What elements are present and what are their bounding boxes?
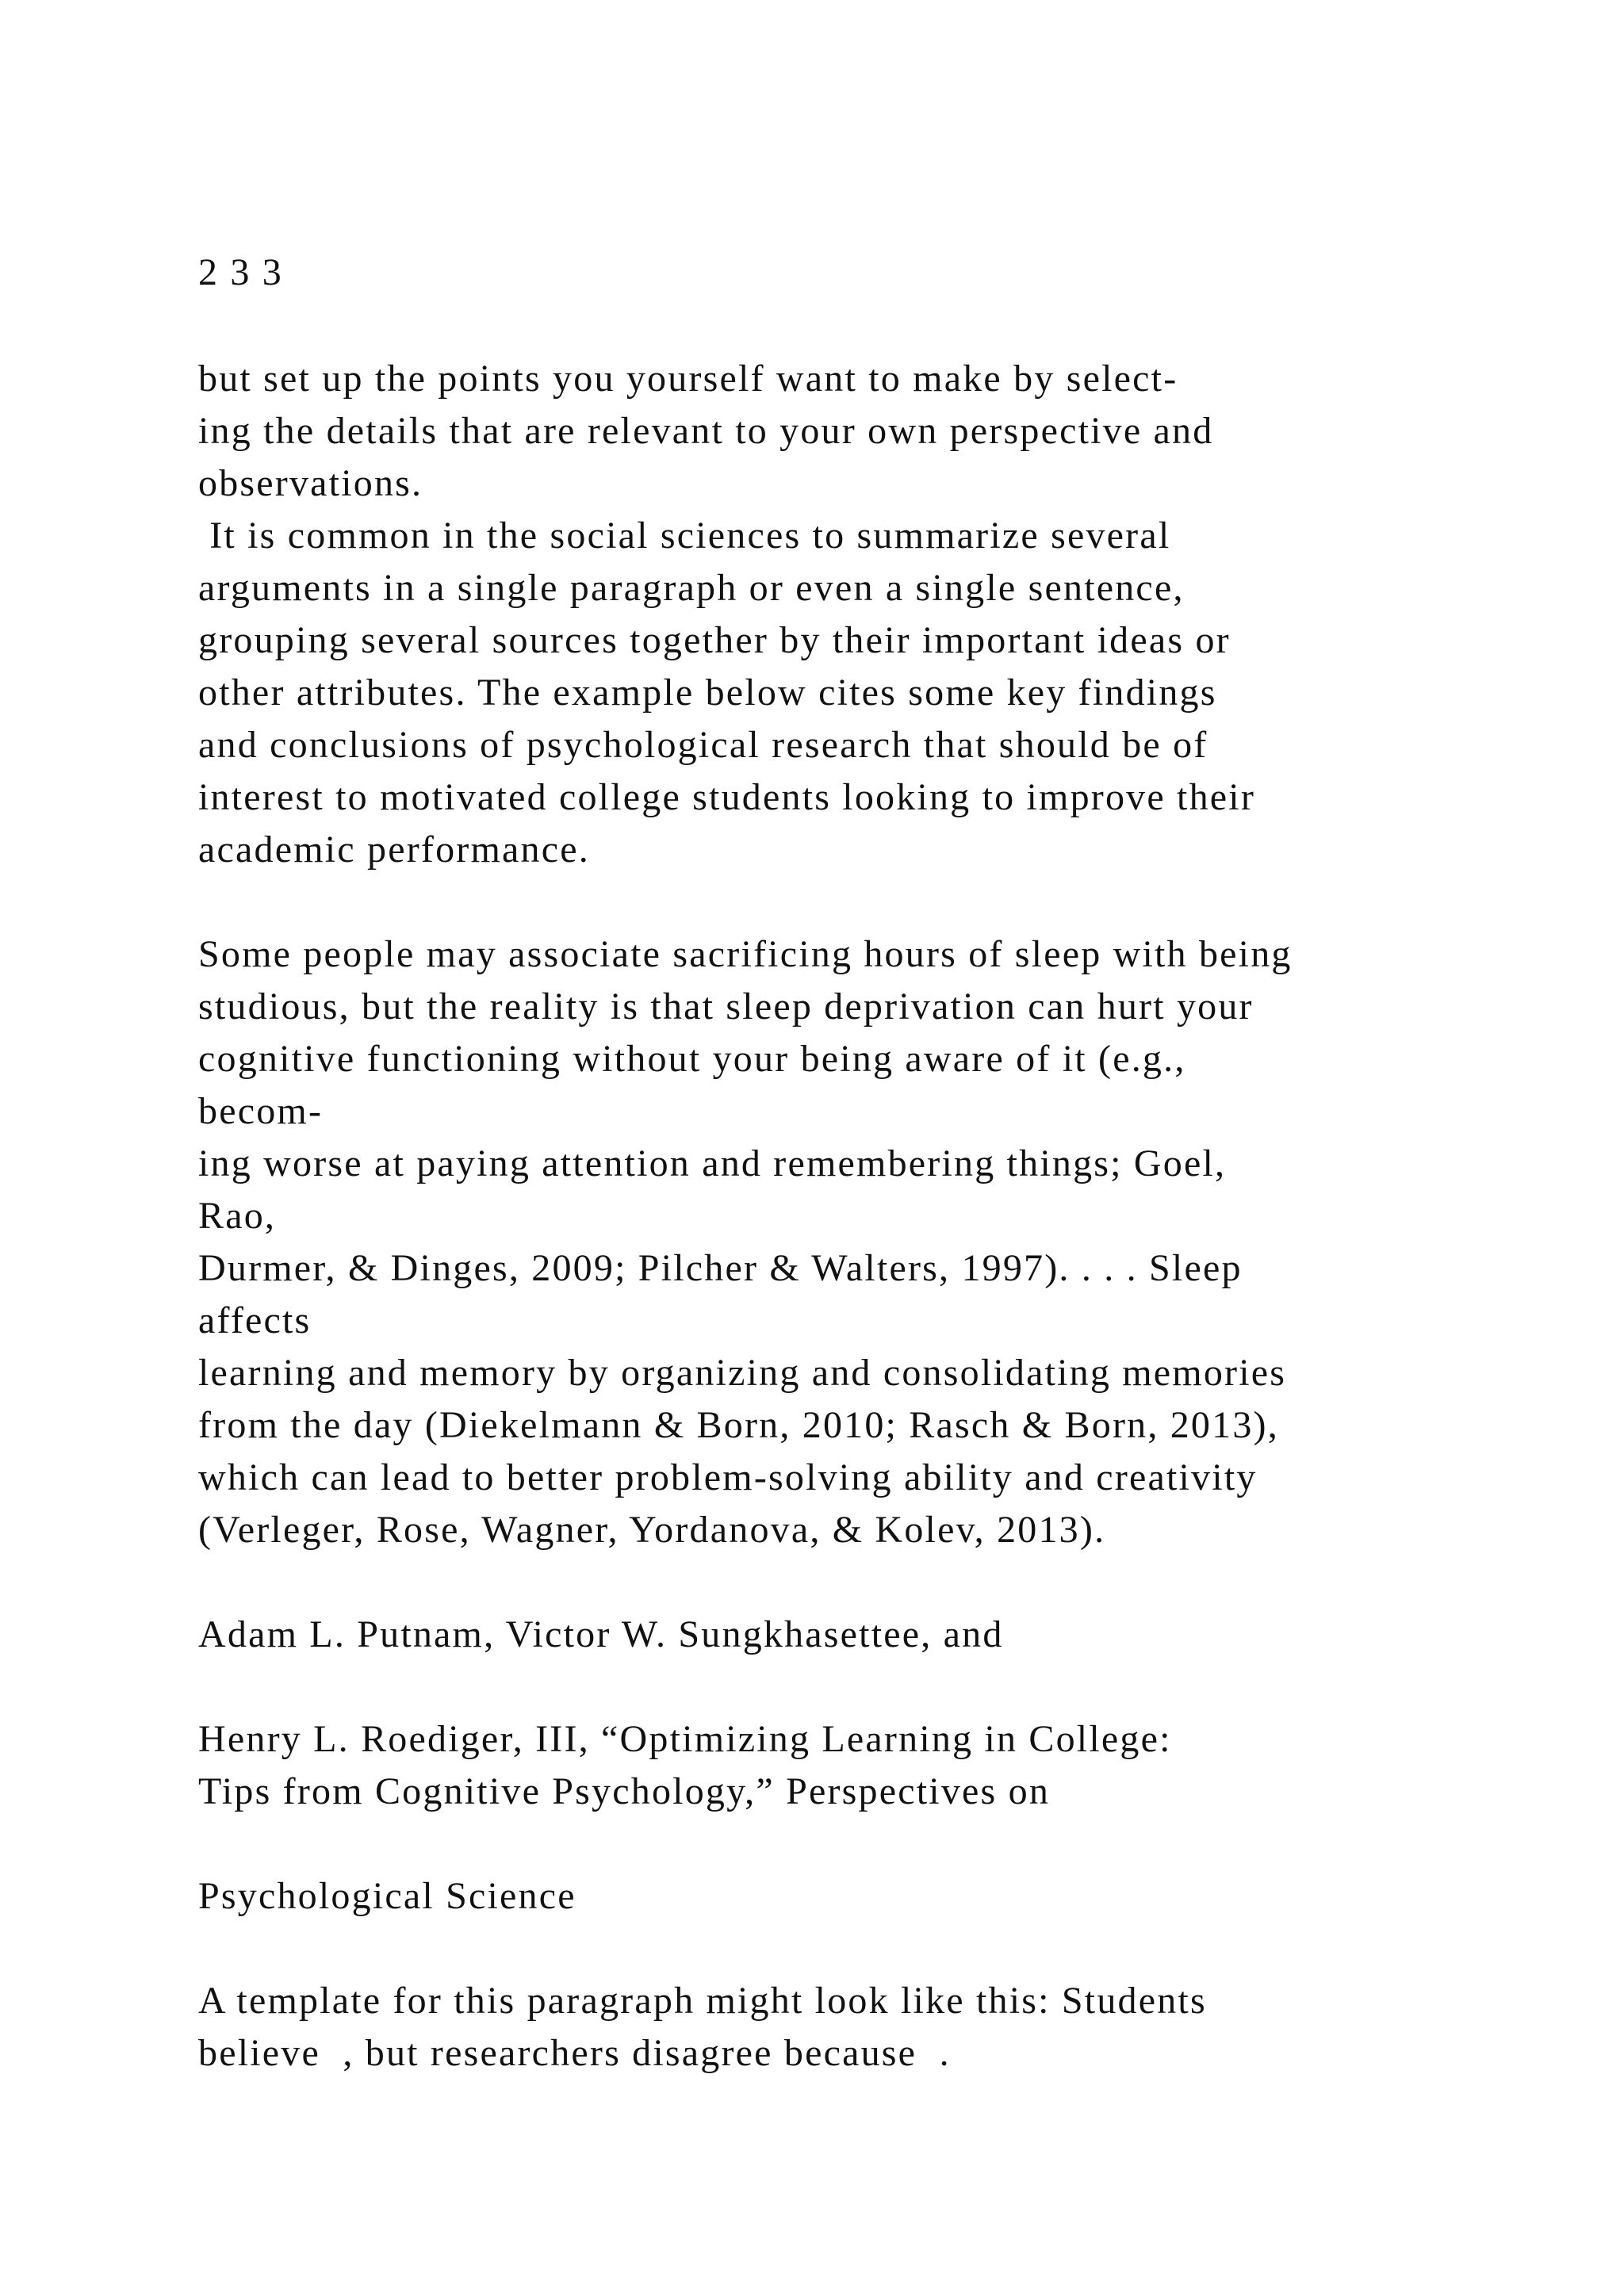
- quote-line: (Verleger, Rose, Wagner, Yordanova, & Kolev, 2013).: [198, 1509, 1106, 1551]
- quote-line: Durmer, & Dinges, 2009; Pilcher & Walters, 1997). . . . Sleep: [198, 1247, 1243, 1289]
- quote-line: cognitive functioning without your being aware of it (e.g.,: [198, 1038, 1186, 1080]
- quote-line: from the day (Diekelmann & Born, 2010; Rasch & Born, 2013),: [198, 1404, 1279, 1446]
- paragraph-line: interest to motivated college students looking to improve their: [198, 776, 1256, 818]
- quote-line: which can lead to better problem-solving ability and creativity: [198, 1456, 1258, 1498]
- page-number: 2 3 3: [198, 251, 283, 293]
- paragraph-line: and conclusions of psychological research that should be of: [198, 724, 1208, 766]
- paragraph-line: ing the details that are relevant to your own perspective and: [198, 410, 1214, 452]
- paragraph-line: academic performance.: [198, 828, 590, 871]
- paragraph-line: grouping several sources together by their important ideas or: [198, 619, 1231, 661]
- paragraph-line: arguments in a single paragraph or even a single sentence,: [198, 567, 1185, 609]
- paragraph-line: but set up the points you yourself want to make by select-: [198, 358, 1178, 400]
- quote-line: learning and memory by organizing and consolidating memories: [198, 1352, 1287, 1394]
- attribution-title-line: Tips from Cognitive Psychology,” Perspectives on: [198, 1770, 1051, 1812]
- template-line: believe , but researchers disagree because .: [198, 2032, 951, 2074]
- attribution-title-line: Henry L. Roediger, III, “Optimizing Learning in College:: [198, 1718, 1172, 1760]
- quote-line: Some people may associate sacrificing hours of sleep with being: [198, 933, 1293, 975]
- quote-line: Rao,: [198, 1195, 277, 1237]
- quote-line: ing worse at paying attention and remembering things; Goel,: [198, 1142, 1227, 1184]
- attribution-journal: Psychological Science: [198, 1875, 576, 1917]
- quote-line: affects: [198, 1299, 312, 1341]
- quote-line: studious, but the reality is that sleep deprivation can hurt your: [198, 985, 1254, 1027]
- quote-line: becom-: [198, 1090, 324, 1132]
- paragraph-line: It is common in the social sciences to summarize several: [198, 515, 1171, 557]
- template-line: A template for this paragraph might look like this: Students: [198, 1980, 1207, 2022]
- attribution-authors: Adam L. Putnam, Victor W. Sungkhasettee, and: [198, 1613, 1004, 1655]
- paragraph-line: other attributes. The example below cites some key findings: [198, 672, 1217, 714]
- paragraph-line: observations.: [198, 462, 423, 504]
